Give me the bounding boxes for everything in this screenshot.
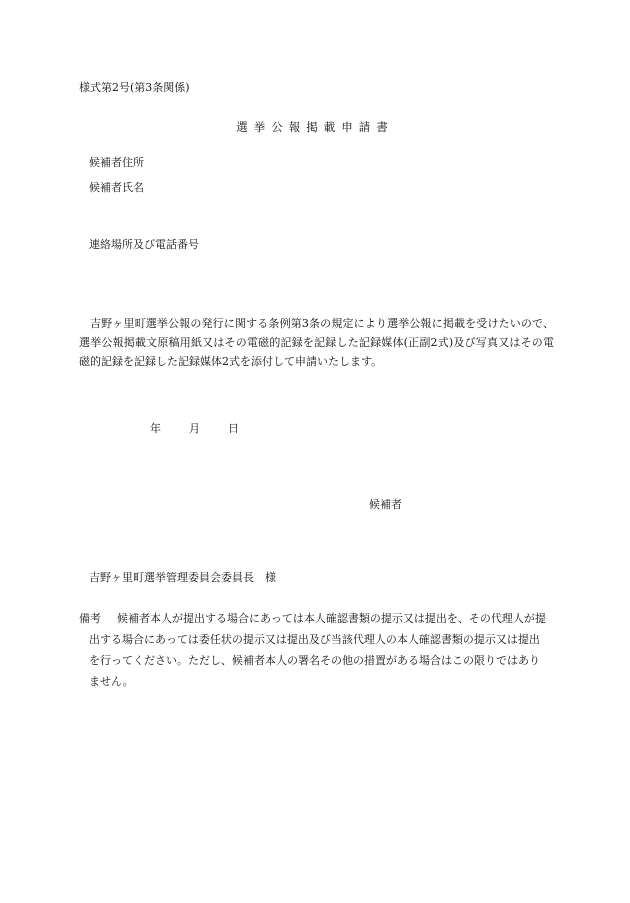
candidate-name-label: 候補者氏名 [89, 181, 144, 194]
document-title: 選挙公報掲載申請書 [236, 120, 394, 134]
note-text: 候補者本人が提出する場合にあっては本人確認書類の提示又は提出を、その代理人が提出する場合にあっては委任状の提示又は提出及び当該代理人の本人確認書類の提示又は提出を行ってください。ただし、候補者本人の署名その他の措置がある場合はこの限りではありません。 [89, 612, 546, 688]
date-day-label: 日 [228, 422, 239, 435]
application-statement: 吉野ヶ里町選挙公報の発行に関する条例第3条の規定により選挙公報に掲載を受けたいので、選挙公報掲載文原稿用紙又はその電磁的記録を記録した記録媒体(正副2式)及び写真又はその電磁的記録を記録した記録媒体2式を添付して申請いたします。 [79, 317, 554, 368]
note-section [79, 608, 549, 692]
addressee: 吉野ヶ里町選挙管理委員会委員長 様 [89, 571, 276, 584]
note-label: 備考 [79, 612, 101, 625]
candidate-address-label: 候補者住所 [89, 156, 144, 169]
date-row [150, 422, 239, 436]
form-number: 様式第2号(第3条関係) [79, 81, 190, 94]
date-year-label: 年 [150, 422, 161, 435]
date-month-label: 月 [189, 422, 200, 435]
contact-label: 連絡場所及び電話番号 [89, 238, 199, 251]
applicant-label: 候補者 [369, 498, 402, 511]
